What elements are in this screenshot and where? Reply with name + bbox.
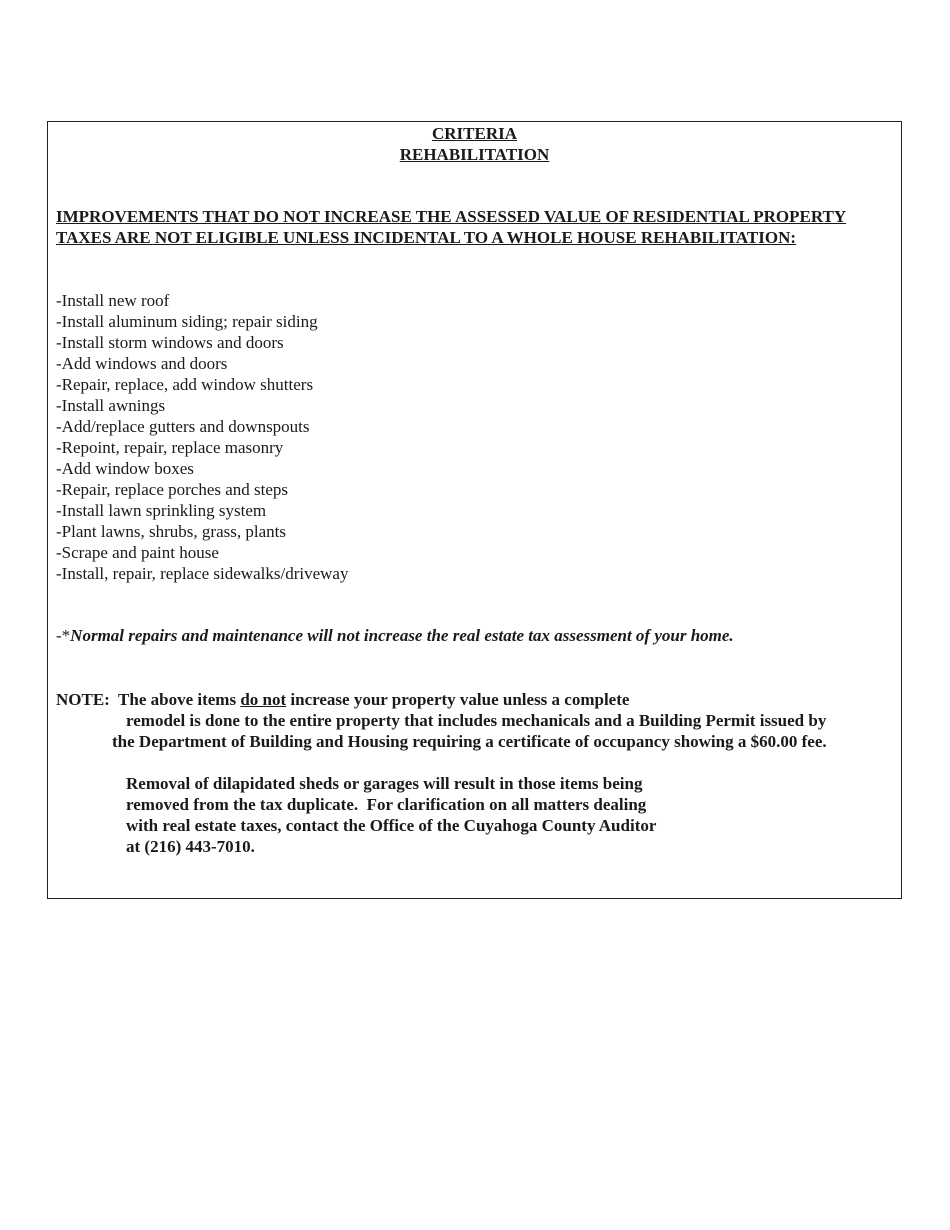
normal-note-prefix: -* [56,626,71,645]
list-item: -Install awnings [56,396,166,415]
list-item: -Plant lawns, shrubs, grass, plants [56,522,286,541]
list-item: -Install lawn sprinkling system [56,501,267,520]
note-line-2: remodel is done to the entire property that includes mechanicals and a Building Permit issued by [126,711,827,730]
list-item: -Install aluminum siding; repair siding [56,312,318,331]
removal-paragraph [126,773,656,857]
improvement-list [56,290,348,584]
note-underlined: do not [240,690,287,709]
eligibility-heading: IMPROVEMENTS THAT DO NOT INCREASE THE ASSESSED VALUE OF RESIDENTIAL PROPERTY TAXES ARE NOT ELIGIBLE UNLESS INCIDENTAL TO A WHOLE HOUSE REHABILITATION: [56,207,847,247]
title-rehabilitation: REHABILITATION [399,145,550,164]
normal-repairs-note [56,625,734,646]
list-item: -Repoint, repair, replace masonry [56,438,284,457]
list-item: -Install storm windows and doors [56,333,284,352]
note-line1-rest: increase your property value unless a complete [286,690,630,709]
note-line-3: the Department of Building and Housing requiring a certificate of occupancy showing a $60.00 fee. [112,732,827,751]
title-criteria: CRITERIA [431,124,518,143]
list-item: -Repair, replace porches and steps [56,480,289,499]
list-item: -Install, repair, replace sidewalks/driveway [56,564,349,583]
criteria-box [47,121,902,899]
normal-note-text: Normal repairs and maintenance will not increase the real estate tax assessment of your home. [70,626,734,645]
list-item: -Scrape and paint house [56,543,219,562]
removal-line-2: removed from the tax duplicate. For clarification on all matters dealing [126,795,647,814]
list-item: -Repair, replace, add window shutters [56,375,314,394]
removal-line-3: with real estate taxes, contact the Office of the Cuyahoga County Auditor [126,816,657,835]
list-item: -Add windows and doors [56,354,228,373]
list-item: -Add window boxes [56,459,194,478]
note-line-1 [56,689,629,710]
note-label: NOTE: The above items [56,690,241,709]
list-item: -Install new roof [56,291,170,310]
removal-line-4: at (216) 443-7010. [126,837,255,856]
removal-line-1: Removal of dilapidated sheds or garages will result in those items being [126,774,643,793]
list-item: -Add/replace gutters and downspouts [56,417,310,436]
